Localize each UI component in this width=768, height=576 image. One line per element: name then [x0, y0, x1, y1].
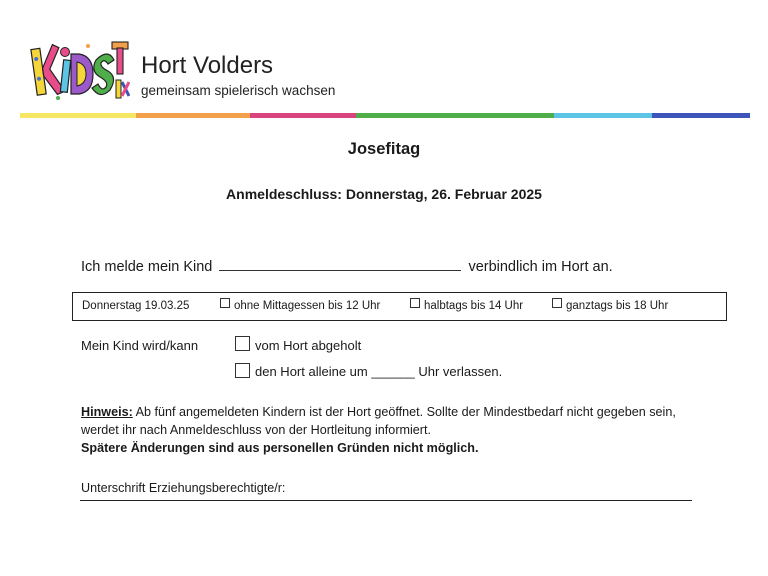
rainbow-segment [250, 113, 356, 118]
enroll-prefix: Ich melde mein Kind [81, 259, 213, 275]
registration-deadline: Anmeldeschluss: Donnerstag, 26. Februar 2025 [226, 186, 542, 202]
rainbow-segment [652, 113, 750, 118]
rainbow-divider [20, 113, 750, 118]
document-title: Josefitag [347, 140, 421, 158]
org-name: Hort Volders [141, 52, 274, 79]
note-paragraph [81, 403, 701, 457]
note-bold-text: Spätere Änderungen sind aus personellen Gründen nicht möglich. [81, 441, 479, 455]
note-text: Ab fünf angemeldeten Kindern ist der Hort geöffnet. Sollte der Mindestbedarf nicht gegeben sein, werdet ihr nach Anmeldeschluss von der Hortleitung informiert. [81, 405, 676, 437]
checkbox-alleine-verlassen[interactable] [235, 363, 250, 378]
signature-label: Unterschrift Erziehungsberechtigte/r: [81, 481, 286, 495]
pickup-option-alleine-suffix: Uhr verlassen. [418, 364, 503, 379]
enrollment-sentence [81, 258, 613, 275]
rainbow-segment [20, 113, 136, 118]
kidstix-logo [30, 38, 130, 104]
event-date: Donnerstag 19.03.25 [82, 300, 190, 312]
child-name-field[interactable] [219, 258, 461, 271]
rainbow-segment [554, 113, 652, 118]
pickup-option-alleine [255, 364, 502, 379]
enroll-suffix: verbindlich im Hort an. [468, 259, 613, 275]
checkbox-halbtags[interactable] [410, 298, 420, 308]
signature-line[interactable] [80, 500, 692, 501]
option-label-ganztags: ganztags bis 18 Uhr [566, 300, 669, 312]
option-label-ohne-mittagessen: ohne Mittagessen bis 12 Uhr [234, 300, 381, 312]
pickup-label: Mein Kind wird/kann [81, 338, 199, 353]
pickup-option-alleine-prefix: den Hort alleine um [255, 364, 368, 379]
checkbox-ohne-mittagessen[interactable] [220, 298, 230, 308]
care-options-box [72, 292, 727, 321]
leave-time-field[interactable]: ______ [371, 364, 415, 379]
pickup-option-abgeholt: vom Hort abgeholt [255, 338, 362, 353]
note-heading: Hinweis: [81, 405, 133, 419]
rainbow-segment [356, 113, 554, 118]
checkbox-ganztags[interactable] [552, 298, 562, 308]
option-label-halbtags: halbtags bis 14 Uhr [424, 300, 524, 312]
checkbox-vom-hort-abgeholt[interactable] [235, 336, 250, 351]
rainbow-segment [136, 113, 250, 118]
org-tagline: gemeinsam spielerisch wachsen [141, 83, 336, 98]
